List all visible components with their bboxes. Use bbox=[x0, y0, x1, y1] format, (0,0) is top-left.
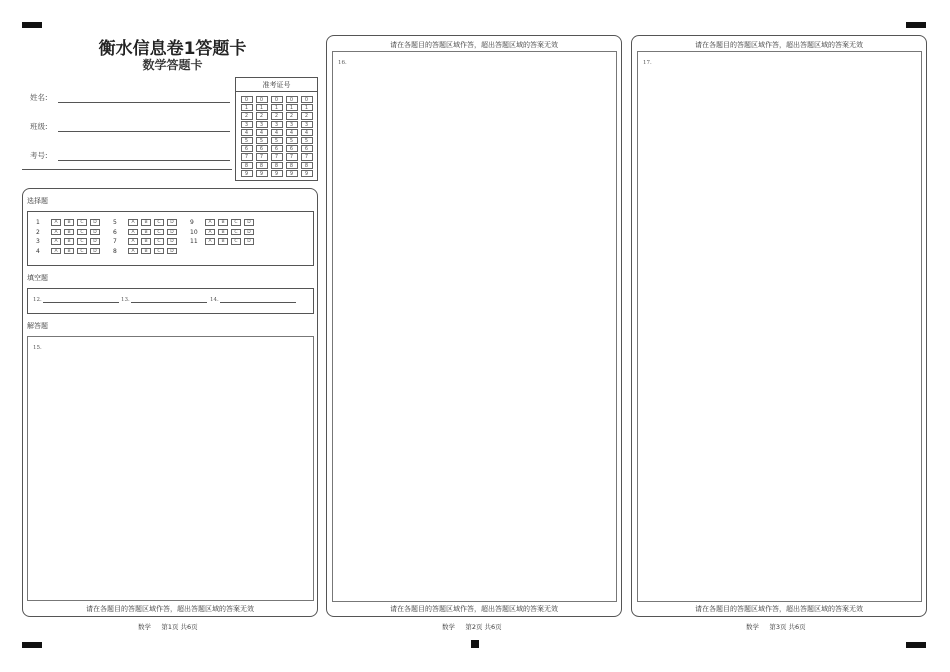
choice-question-3 bbox=[36, 238, 100, 245]
choice-answer-box bbox=[27, 211, 314, 266]
choice-option-bubble[interactable]: C bbox=[77, 248, 87, 255]
exam-digit-bubble[interactable]: 8 bbox=[271, 162, 283, 169]
page-1-footer bbox=[138, 622, 198, 631]
exam-number-column bbox=[286, 96, 298, 177]
exam-digit-bubble[interactable]: 9 bbox=[301, 170, 313, 177]
exam-digit-bubble[interactable]: 0 bbox=[286, 96, 298, 103]
exam-digit-bubble[interactable]: 5 bbox=[301, 137, 313, 144]
choice-question-number: 11 bbox=[190, 238, 198, 245]
choice-option-bubble[interactable]: B bbox=[64, 229, 74, 236]
exam-digit-bubble[interactable]: 3 bbox=[286, 121, 298, 128]
choice-question-number: 10 bbox=[190, 228, 198, 236]
choice-option-bubble[interactable]: D bbox=[244, 238, 254, 245]
exam-digit-bubble[interactable]: 4 bbox=[286, 129, 298, 136]
panel-2-notice-bottom: 请在各题目的答题区域作答，超出答题区域的答案无效 bbox=[390, 605, 558, 613]
choice-question-number: 8 bbox=[113, 247, 117, 255]
sheet-title: 衡水信息卷1答题卡 bbox=[98, 39, 247, 59]
exam-digit-bubble[interactable]: 5 bbox=[256, 137, 268, 144]
choice-option-bubble[interactable]: D bbox=[244, 229, 254, 236]
choice-option-bubble[interactable]: C bbox=[154, 248, 164, 255]
choice-question-number: 1 bbox=[36, 219, 40, 226]
exam-digit-bubble[interactable]: 7 bbox=[301, 153, 313, 160]
choice-option-bubble[interactable]: B bbox=[218, 219, 228, 226]
exam-digit-bubble[interactable]: 7 bbox=[271, 153, 283, 160]
choice-option-bubble[interactable]: C bbox=[154, 219, 164, 226]
choice-option-bubble[interactable]: B bbox=[141, 238, 151, 245]
exam-number-column bbox=[241, 96, 253, 177]
id-line[interactable] bbox=[58, 153, 230, 161]
choice-option-bubble[interactable]: B bbox=[218, 238, 228, 245]
exam-digit-bubble[interactable]: 7 bbox=[256, 153, 268, 160]
choice-option-bubble[interactable]: B bbox=[64, 219, 74, 226]
choice-question-number: 6 bbox=[113, 228, 117, 236]
page-1-number: 第1页 共6页 bbox=[161, 623, 198, 631]
choice-option-bubble[interactable]: C bbox=[231, 219, 241, 226]
choice-question-number: 5 bbox=[113, 219, 117, 226]
exam-digit-bubble[interactable]: 6 bbox=[271, 145, 283, 152]
choice-option-bubble[interactable]: D bbox=[167, 229, 177, 236]
page-3-subject: 数学 bbox=[746, 623, 759, 631]
choice-option-bubble[interactable]: C bbox=[231, 238, 241, 245]
choice-question-number: 4 bbox=[36, 247, 40, 255]
choice-option-bubble[interactable]: C bbox=[77, 219, 87, 226]
choice-option-bubble[interactable]: A bbox=[205, 238, 215, 245]
page-3-number: 第3页 共6页 bbox=[769, 623, 806, 631]
choice-question-number: 9 bbox=[190, 219, 194, 226]
exam-digit-bubble[interactable]: 2 bbox=[286, 112, 298, 119]
exam-digit-bubble[interactable]: 1 bbox=[301, 104, 313, 111]
choice-option-bubble[interactable]: B bbox=[64, 238, 74, 245]
choice-option-bubble[interactable]: D bbox=[90, 248, 100, 255]
panel-3-notice-bottom: 请在各题目的答题区域作答，超出答题区域的答案无效 bbox=[695, 605, 863, 613]
panel-page-3 bbox=[631, 35, 927, 617]
question-17-number: 17. bbox=[643, 60, 652, 66]
choice-option-bubble[interactable]: B bbox=[141, 219, 151, 226]
exam-digit-bubble[interactable]: 2 bbox=[271, 112, 283, 119]
exam-digit-bubble[interactable]: 3 bbox=[271, 121, 283, 128]
exam-digit-bubble[interactable]: 7 bbox=[241, 153, 253, 160]
exam-digit-bubble[interactable]: 0 bbox=[256, 96, 268, 103]
page-3-footer bbox=[746, 622, 806, 631]
registration-mark-bottom-left bbox=[22, 642, 42, 648]
exam-digit-bubble[interactable]: 0 bbox=[301, 96, 313, 103]
exam-digit-bubble[interactable]: 7 bbox=[286, 153, 298, 160]
fill-item-12-number: 12. bbox=[33, 297, 42, 303]
panel-1-notice: 请在各题目的答题区域作答，超出答题区域的答案无效 bbox=[86, 605, 254, 613]
exam-number-column bbox=[271, 96, 283, 177]
name-label: 姓名: bbox=[30, 93, 48, 102]
id-label: 考号: bbox=[30, 151, 48, 160]
panel-page-2 bbox=[326, 35, 622, 617]
choice-option-bubble[interactable]: D bbox=[90, 219, 100, 226]
choice-option-bubble[interactable]: D bbox=[244, 219, 254, 226]
choice-question-number: 3 bbox=[36, 238, 40, 245]
answer-area-16[interactable] bbox=[332, 51, 617, 602]
exam-digit-bubble[interactable]: 9 bbox=[271, 170, 283, 177]
exam-digit-bubble[interactable]: 1 bbox=[241, 104, 253, 111]
exam-digit-bubble[interactable]: 3 bbox=[301, 121, 313, 128]
panel-3-notice-top: 请在各题目的答题区域作答，超出答题区域的答案无效 bbox=[695, 41, 863, 49]
info-divider bbox=[22, 169, 232, 170]
class-line[interactable] bbox=[58, 124, 230, 132]
choice-option-bubble[interactable]: C bbox=[154, 229, 164, 236]
choice-question-number: 2 bbox=[36, 228, 40, 236]
exam-digit-bubble[interactable]: 4 bbox=[241, 129, 253, 136]
page-1-subject: 数学 bbox=[138, 623, 151, 631]
fill-item-13-line[interactable] bbox=[131, 297, 207, 303]
choice-option-bubble[interactable]: A bbox=[51, 238, 61, 245]
exam-digit-bubble[interactable]: 2 bbox=[256, 112, 268, 119]
fill-item-14-line[interactable] bbox=[220, 297, 296, 303]
exam-number-column bbox=[301, 96, 313, 177]
choice-question-1 bbox=[36, 219, 100, 226]
choice-option-bubble[interactable]: A bbox=[205, 219, 215, 226]
exam-digit-bubble[interactable]: 8 bbox=[301, 162, 313, 169]
choice-question-number: 7 bbox=[113, 238, 117, 245]
exam-digit-bubble[interactable]: 2 bbox=[241, 112, 253, 119]
choice-option-bubble[interactable]: A bbox=[51, 229, 61, 236]
exam-digit-bubble[interactable]: 4 bbox=[301, 129, 313, 136]
class-field[interactable] bbox=[30, 121, 230, 132]
choice-option-bubble[interactable]: D bbox=[90, 229, 100, 236]
exam-number-box bbox=[235, 77, 318, 181]
page-2-subject: 数学 bbox=[442, 623, 455, 631]
fill-item-12-line[interactable] bbox=[43, 297, 119, 303]
registration-mark-top-left bbox=[22, 22, 42, 28]
choice-question-9 bbox=[190, 219, 254, 226]
question-16-number: 16. bbox=[338, 60, 347, 66]
choice-option-bubble[interactable]: D bbox=[90, 238, 100, 245]
choice-option-bubble[interactable]: A bbox=[128, 219, 138, 226]
registration-mark-top-right bbox=[906, 22, 926, 28]
answer-section-label: 解答题 bbox=[27, 322, 48, 330]
choice-option-bubble[interactable]: D bbox=[167, 238, 177, 245]
choice-option-bubble[interactable]: C bbox=[231, 229, 241, 236]
choice-option-bubble[interactable]: D bbox=[167, 248, 177, 255]
exam-digit-bubble[interactable]: 9 bbox=[286, 170, 298, 177]
panel-2-notice-top: 请在各题目的答题区域作答，超出答题区域的答案无效 bbox=[390, 41, 558, 49]
exam-number-grid bbox=[236, 92, 317, 177]
choice-option-bubble[interactable]: B bbox=[141, 248, 151, 255]
choice-option-bubble[interactable]: C bbox=[154, 238, 164, 245]
exam-digit-bubble[interactable]: 8 bbox=[286, 162, 298, 169]
exam-digit-bubble[interactable]: 5 bbox=[271, 137, 283, 144]
exam-digit-bubble[interactable]: 4 bbox=[271, 129, 283, 136]
question-15-number: 15. bbox=[33, 345, 42, 351]
name-field[interactable] bbox=[30, 92, 230, 103]
choice-question-7 bbox=[113, 238, 177, 245]
page-2-number: 第2页 共6页 bbox=[465, 623, 502, 631]
fill-item-12[interactable] bbox=[33, 297, 119, 303]
exam-digit-bubble[interactable]: 6 bbox=[301, 145, 313, 152]
exam-digit-bubble[interactable]: 4 bbox=[256, 129, 268, 136]
choice-question-4 bbox=[36, 248, 100, 255]
choice-section-label: 选择题 bbox=[27, 197, 48, 205]
exam-digit-bubble[interactable]: 1 bbox=[256, 104, 268, 111]
exam-digit-bubble[interactable]: 6 bbox=[241, 145, 253, 152]
name-line[interactable] bbox=[58, 95, 230, 103]
fill-item-13-number: 13. bbox=[121, 297, 130, 303]
choice-question-2 bbox=[36, 229, 100, 236]
choice-question-11 bbox=[190, 238, 254, 245]
exam-digit-bubble[interactable]: 0 bbox=[241, 96, 253, 103]
exam-digit-bubble[interactable]: 1 bbox=[271, 104, 283, 111]
fill-answer-box bbox=[27, 288, 314, 314]
sheet-subtitle: 数学答题卡 bbox=[142, 58, 203, 72]
choice-option-bubble[interactable]: B bbox=[218, 229, 228, 236]
exam-digit-bubble[interactable]: 0 bbox=[271, 96, 283, 103]
exam-digit-bubble[interactable]: 3 bbox=[256, 121, 268, 128]
choice-option-bubble[interactable]: A bbox=[128, 229, 138, 236]
exam-digit-bubble[interactable]: 5 bbox=[241, 137, 253, 144]
choice-question-5 bbox=[113, 219, 177, 226]
choice-option-bubble[interactable]: C bbox=[77, 238, 87, 245]
choice-question-8 bbox=[113, 248, 177, 255]
choice-option-bubble[interactable]: A bbox=[51, 219, 61, 226]
exam-number-title: 准考证号 bbox=[236, 78, 317, 92]
exam-digit-bubble[interactable]: 9 bbox=[241, 170, 253, 177]
exam-digit-bubble[interactable]: 3 bbox=[241, 121, 253, 128]
choice-option-bubble[interactable]: C bbox=[77, 229, 87, 236]
exam-digit-bubble[interactable]: 8 bbox=[256, 162, 268, 169]
fill-item-14[interactable] bbox=[210, 297, 296, 303]
choice-option-bubble[interactable]: B bbox=[64, 248, 74, 255]
id-field[interactable] bbox=[30, 150, 230, 161]
choice-question-6 bbox=[113, 229, 177, 236]
exam-digit-bubble[interactable]: 6 bbox=[286, 145, 298, 152]
choice-question-10 bbox=[190, 229, 254, 236]
choice-option-bubble[interactable]: B bbox=[141, 229, 151, 236]
page-2-footer bbox=[442, 622, 502, 631]
fill-item-14-number: 14. bbox=[210, 297, 219, 303]
registration-mark-bottom-center bbox=[471, 640, 479, 648]
choice-option-bubble[interactable]: A bbox=[128, 248, 138, 255]
choice-option-bubble[interactable]: A bbox=[128, 238, 138, 245]
choice-option-bubble[interactable]: A bbox=[51, 248, 61, 255]
answer-area-15[interactable] bbox=[27, 336, 314, 601]
answer-area-17[interactable] bbox=[637, 51, 922, 602]
choice-option-bubble[interactable]: D bbox=[167, 219, 177, 226]
exam-digit-bubble[interactable]: 1 bbox=[286, 104, 298, 111]
fill-item-13[interactable] bbox=[121, 297, 207, 303]
exam-digit-bubble[interactable]: 2 bbox=[301, 112, 313, 119]
exam-digit-bubble[interactable]: 6 bbox=[256, 145, 268, 152]
choice-option-bubble[interactable]: A bbox=[205, 229, 215, 236]
class-label: 班级: bbox=[30, 122, 48, 131]
registration-mark-bottom-right bbox=[906, 642, 926, 648]
fill-section-label: 填空题 bbox=[27, 274, 48, 282]
exam-digit-bubble[interactable]: 5 bbox=[286, 137, 298, 144]
exam-digit-bubble[interactable]: 9 bbox=[256, 170, 268, 177]
exam-number-column bbox=[256, 96, 268, 177]
exam-digit-bubble[interactable]: 8 bbox=[241, 162, 253, 169]
